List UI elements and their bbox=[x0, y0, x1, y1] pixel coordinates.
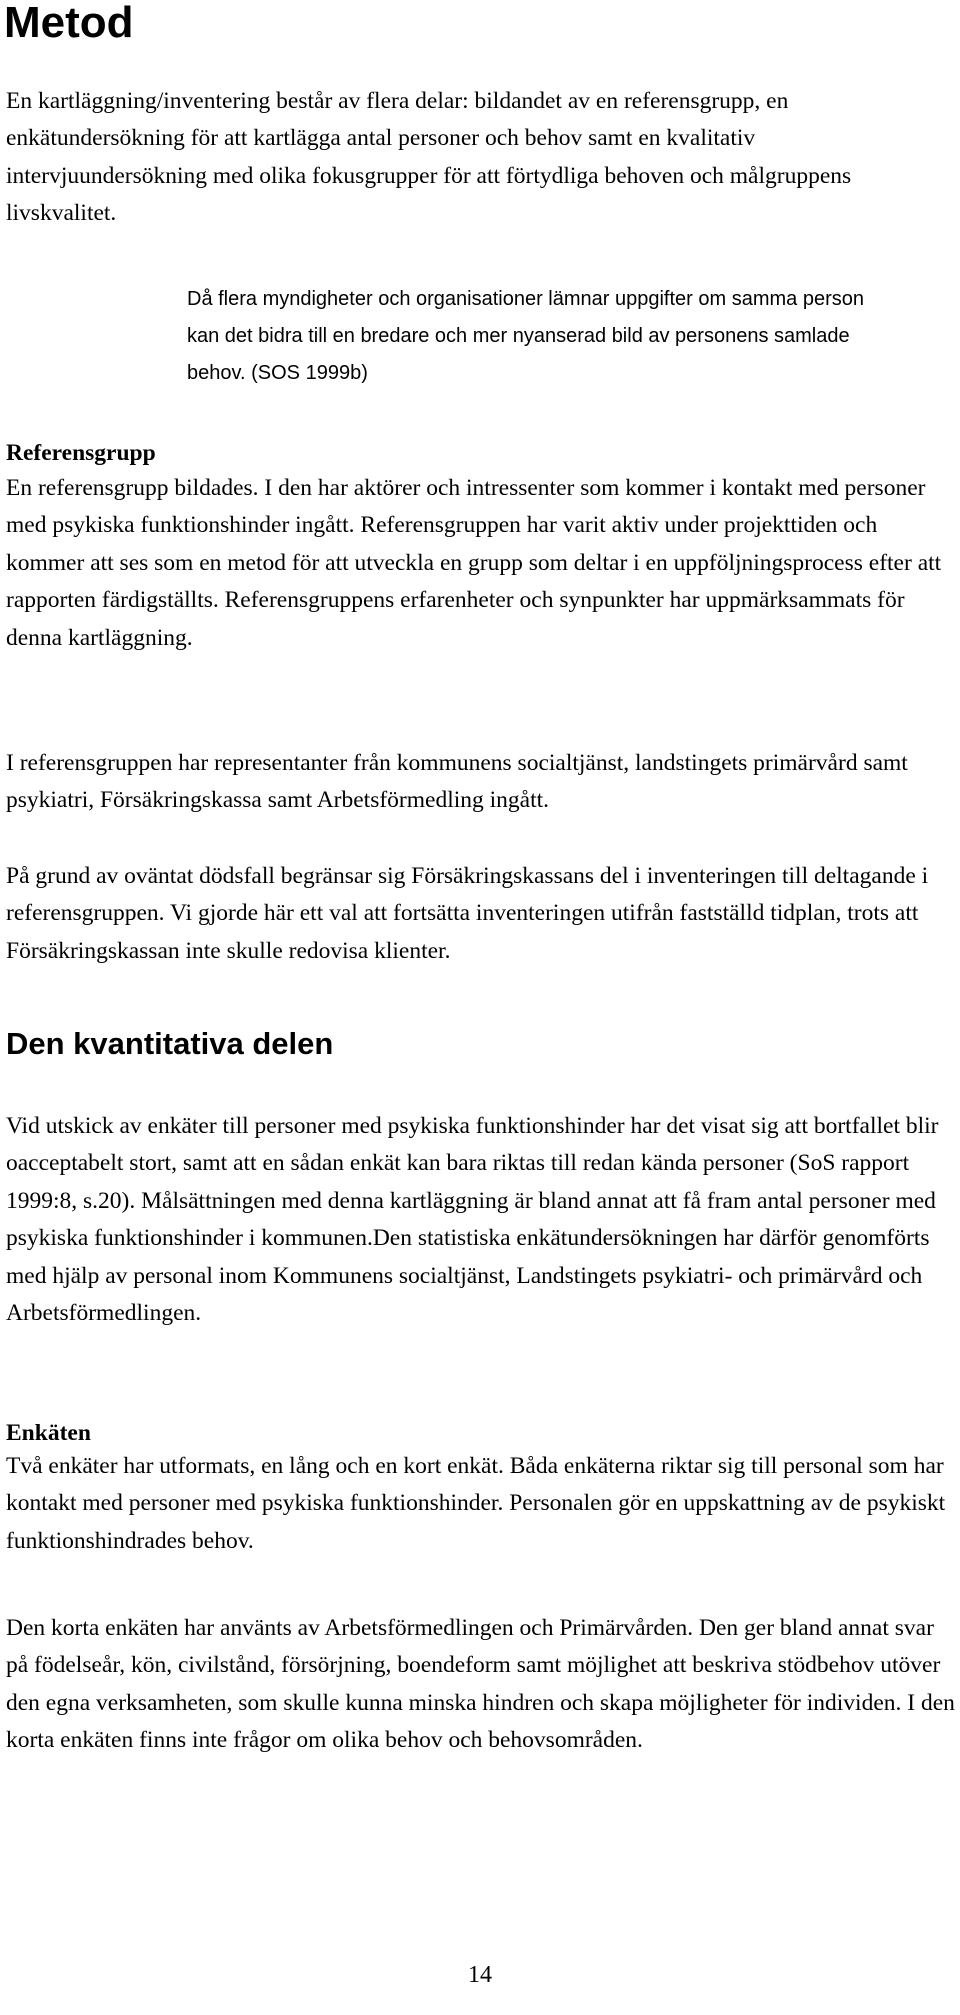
referensgrupp-paragraph-1: En referensgrupp bildades. I den har aktörer och intressenter som kommer i kontakt med personer med psykiska funktionshinder ingått. Referensgruppen har varit aktiv under projekttiden och kommer att ses som en metod för att utveckla en grupp som deltar i en uppföljningsprocess efter att rapporten färdigställts. Referensgruppens erfarenheter och synpunkter har uppmärksammats för denna kartläggning. bbox=[6, 475, 942, 651]
page-number: 14 bbox=[468, 1962, 492, 1988]
referensgrupp-paragraph-3: På grund av oväntat dödsfall begränsar sig Försäkringskassans del i inventeringen till deltagande i referensgruppen. Vi gjorde här ett val att fortsätta inventeringen utifrån fastställd tidplan, trots att Försäkringskassan inte skulle redovisa klienter. bbox=[6, 863, 929, 964]
page-title: Metod bbox=[4, 0, 134, 47]
intro-paragraph: En kartläggning/inventering består av flera delar: bildandet av en referensgrupp, en enkätundersökning för att kartlägga antal personer och behov samt en kvalitativ intervjuundersökning med olika fokusgrupper för att förtydliga behoven och målgruppens livskvalitet. bbox=[6, 88, 852, 227]
block-quote: Då flera myndigheter och organisationer lämnar uppgifter om samma person kan det bidra till en bredare och mer nyanserad bild av personens samlade behov. (SOS 1999b) bbox=[187, 288, 865, 384]
referensgrupp-paragraph-2: I referensgruppen har representanter från kommunens socialtjänst, landstingets primärvård samt psykiatri, Försäkringskassa samt Arbetsförmedling ingått. bbox=[6, 750, 908, 814]
section-heading-enkaten: Enkäten bbox=[6, 1420, 91, 1446]
enkaten-paragraph-2: Den korta enkäten har använts av Arbetsförmedlingen och Primärvården. Den ger bland annat svar på födelseår, kön, civilstånd, försörjning, boendeform samt möjlighet att beskriva stödbehov utöver den egna verksamheten, som skulle kunna minska hindren och skapa möjligheter för individen. I den korta enkäten finns inte frågor om olika behov och behovsområden. bbox=[6, 1615, 955, 1754]
section-heading-kvantitativa: Den kvantitativa delen bbox=[6, 1026, 334, 1061]
section-heading-referensgrupp: Referensgrupp bbox=[6, 440, 156, 466]
enkaten-paragraph-1: Två enkäter har utformats, en lång och en kort enkät. Båda enkäterna riktar sig till personal som har kontakt med personer med psykiska funktionshinder. Personalen gör en uppskattning av de psykiskt funktionshindrades behov. bbox=[6, 1453, 946, 1554]
kvantitativa-paragraph: Vid utskick av enkäter till personer med psykiska funktionshinder har det visat sig att bortfallet blir oacceptabelt stort, samt att en sådan enkät kan bara riktas till redan kända personer (SoS rapport 1999:8, s.20). Målsättningen med denna kartläggning är bland annat att få fram antal personer med psykiska funktionshinder i kommunen.Den statistiska enkätundersökningen har därför genomförts med hjälp av personal inom Kommunens socialtjänst, Landstingets psykiatri- och primärvård och Arbetsförmedlingen. bbox=[6, 1113, 939, 1327]
